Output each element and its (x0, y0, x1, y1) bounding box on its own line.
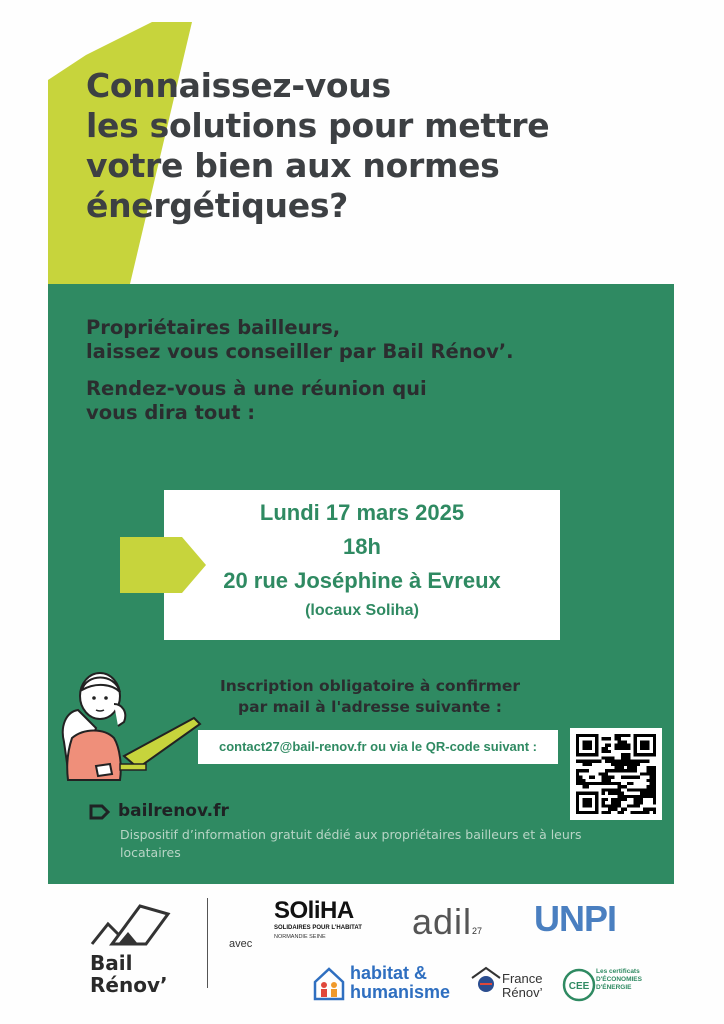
registration-text (160, 676, 580, 718)
soliha-region: NORMANDIE SEINE (274, 934, 326, 940)
headline-line: les solutions pour mettre (86, 106, 550, 145)
soliha-name: SOliHA (274, 897, 354, 924)
france-renov-icon (470, 966, 502, 994)
bail-renov-word-2: Rénov’ (90, 973, 168, 997)
habitat-humanisme-icon (312, 966, 346, 1002)
registration-line: par mail à l'adresse suivante : (238, 698, 502, 716)
hh-line-2: humanisme (350, 982, 451, 1002)
contact-email[interactable]: contact27@bail-renov.fr ou via le QR-code suivant : (198, 730, 558, 764)
event-details-box (164, 490, 560, 640)
bail-renov-logo-icon (88, 900, 178, 950)
website-link[interactable]: bailrenov.fr (118, 801, 229, 821)
soliha-tagline: SOLIDAIRES POUR L'HABITAT (274, 925, 362, 931)
avec-label: avec (229, 938, 253, 950)
intro-text (86, 316, 646, 425)
cee-line-1: Les certificats (596, 968, 640, 975)
bail-renov-word-1: Bail (90, 951, 133, 975)
headline-line: votre bien aux normes (86, 146, 500, 185)
event-time: 18h (343, 534, 381, 559)
yellow-tag-arrow (120, 537, 206, 593)
bailrenov-tag-icon (88, 803, 112, 821)
cee-logo (596, 968, 646, 992)
intro-line: Propriétaires bailleurs, (86, 316, 341, 339)
soliha-logo (274, 898, 370, 941)
cee-line-2: D'ÉCONOMIES (596, 976, 642, 983)
habitat-humanisme-logo (350, 964, 450, 1002)
cee-badge-icon (562, 968, 596, 1002)
adil-logo (412, 902, 482, 951)
hh-line-1: habitat & (350, 963, 428, 983)
headline-line: Connaissez-vous (86, 66, 391, 105)
qr-code[interactable] (570, 728, 662, 820)
program-description: Dispositif d’information gratuit dédié aux propriétaires bailleurs et à leurs locataires (120, 827, 582, 860)
fr-line-2: Rénov’ (502, 985, 543, 1000)
unpi-name: UNPI (534, 898, 617, 939)
headline-line: énergétiques? (86, 186, 349, 225)
event-date: Lundi 17 mars 2025 (259, 500, 465, 525)
cee-line-3: D'ÉNERGIE (596, 984, 632, 991)
fr-line-1: France (502, 971, 543, 986)
bail-renov-logo-text (90, 952, 168, 996)
adil-name: adil (412, 901, 473, 942)
intro-line: Rendez-vous à une réunion qui (86, 377, 427, 400)
cee-badge-text: CEE (568, 981, 590, 992)
event-place: (locaux Soliha) (305, 602, 419, 619)
adil-number: 27 (472, 926, 483, 936)
unpi-logo (534, 900, 620, 938)
headline (86, 66, 646, 226)
intro-line: vous dira tout : (86, 401, 256, 424)
intro-line: laissez vous conseiller par Bail Rénov’. (86, 340, 514, 363)
logo-divider (207, 898, 208, 988)
event-address: 20 rue Joséphine à Evreux (223, 568, 501, 593)
registration-line: Inscription obligatoire à confirmer (219, 677, 521, 695)
france-renov-logo (502, 972, 542, 1000)
